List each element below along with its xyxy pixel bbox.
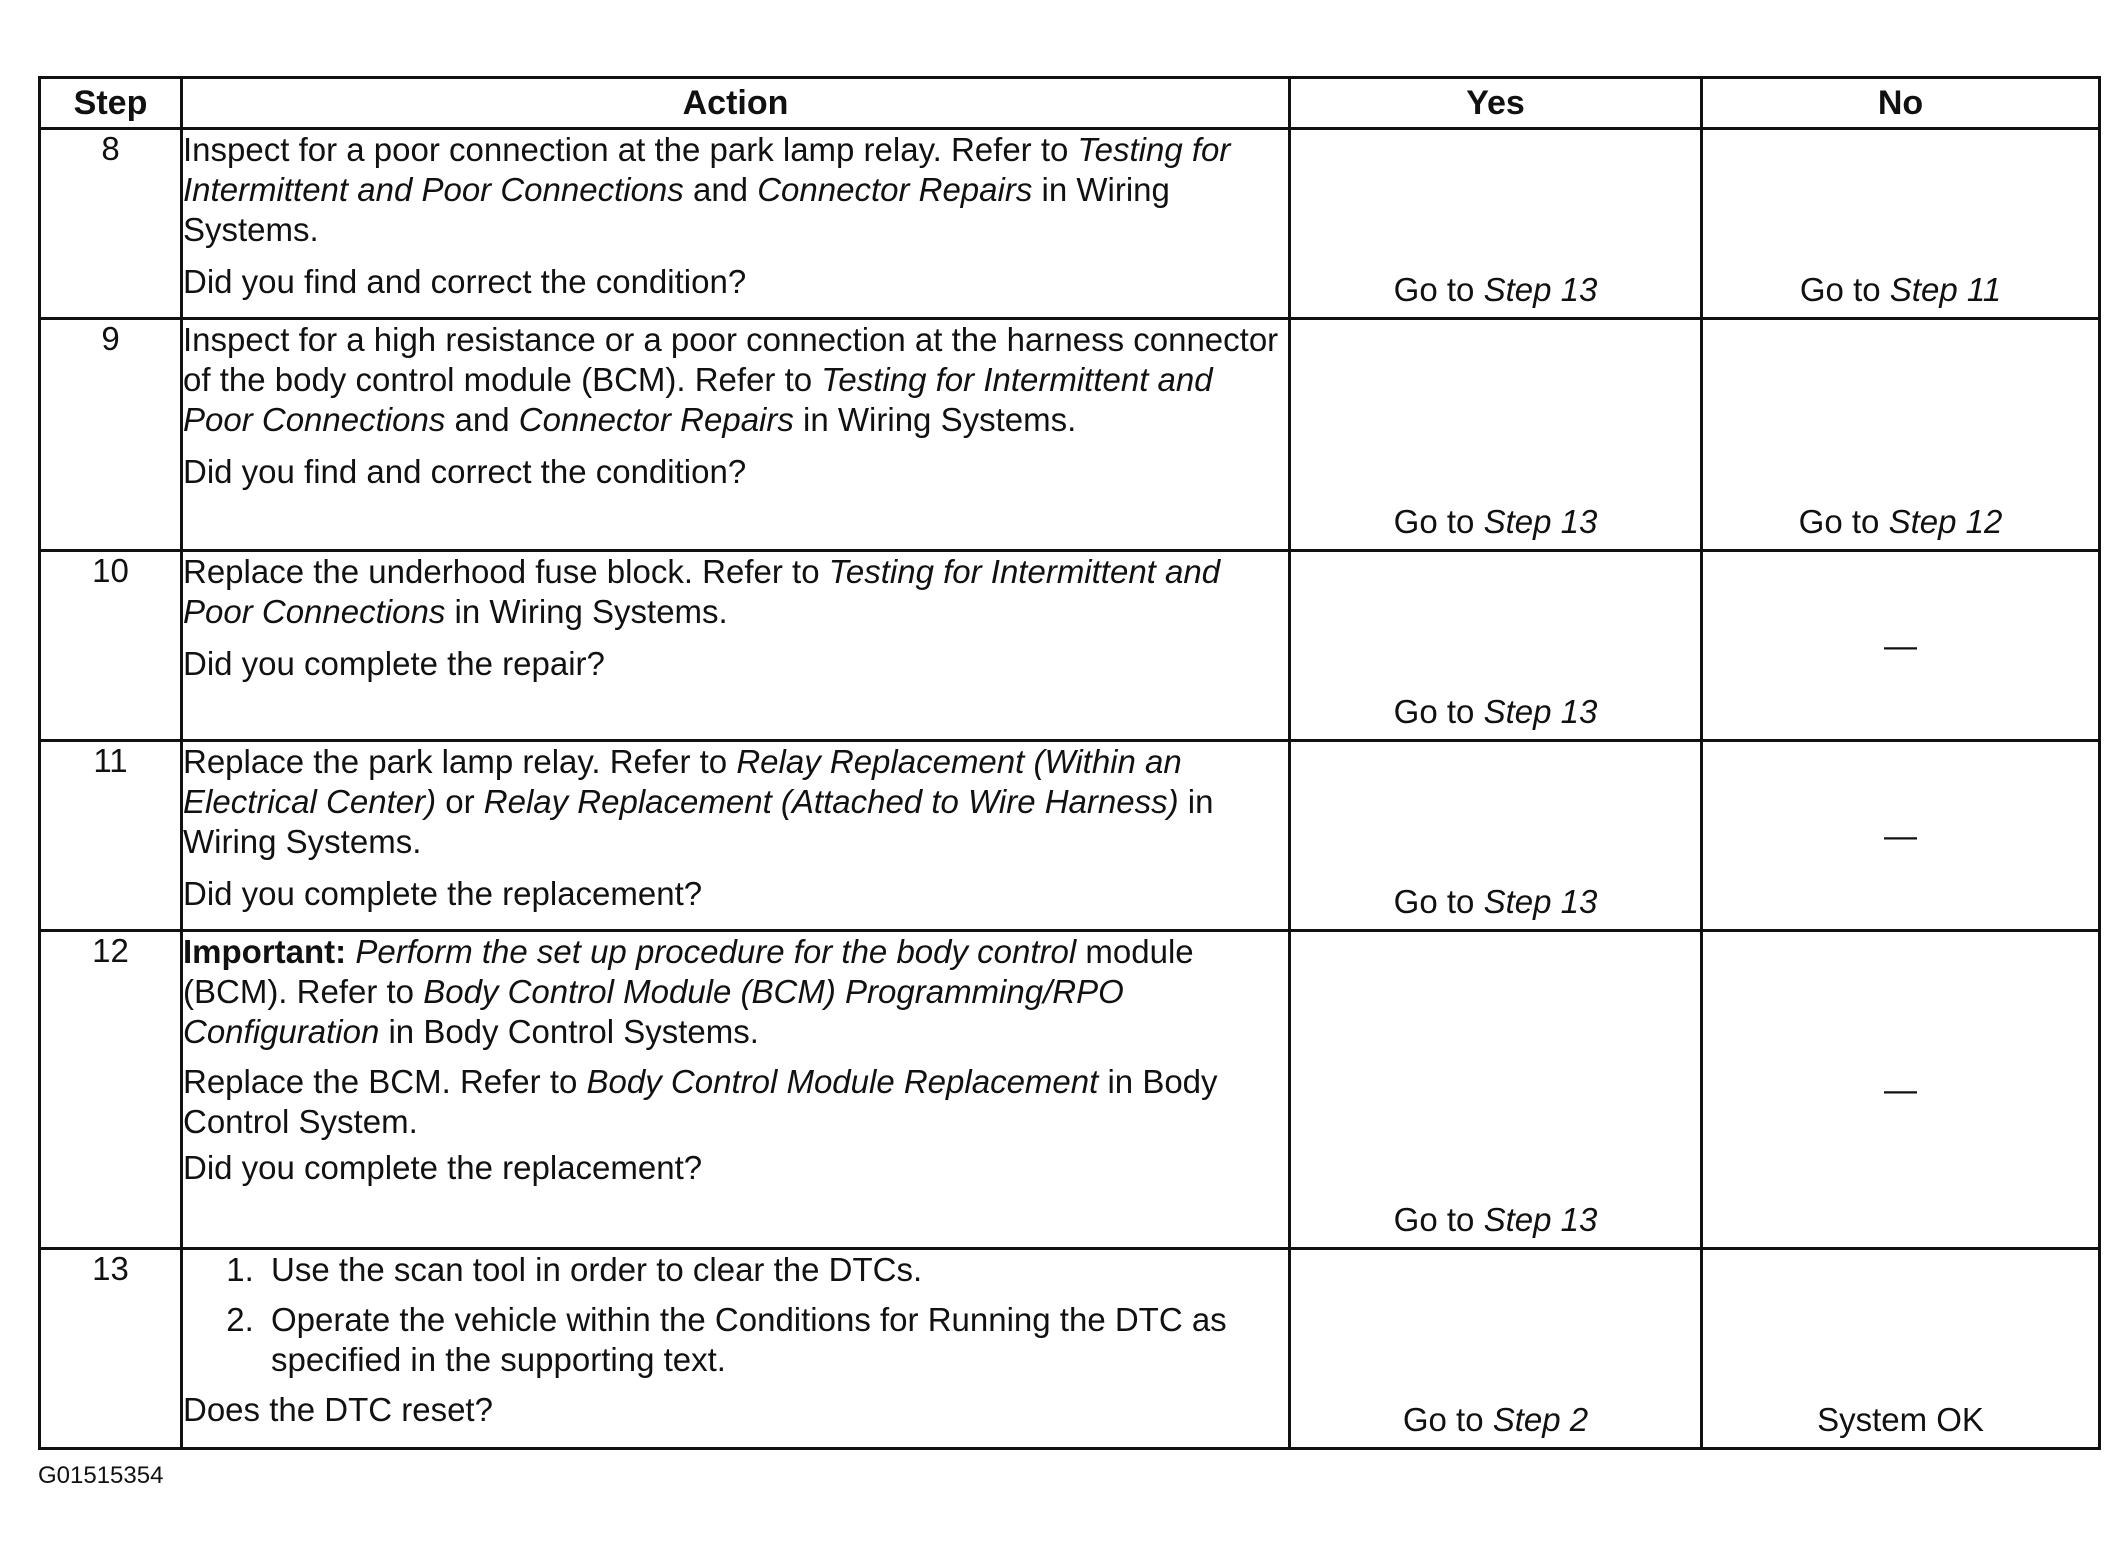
action-text: [183, 320, 1288, 440]
yes-cell: [1290, 129, 1702, 319]
step-number: 8: [40, 129, 182, 319]
text-run: Inspect for a high resistance or a poor connection at the harness connector of the body control module (BCM). Refer to: [183, 321, 1279, 398]
step-number: 13: [40, 1249, 182, 1449]
italic-run: Relay Replacement (Within an Electrical Center): [183, 743, 1182, 820]
italic-run: Perform the set up procedure for the body control: [355, 933, 1077, 970]
yes-goto: Go to Step 2: [1402, 1401, 1589, 1438]
action-cell: [182, 551, 1290, 741]
step-number: 10: [40, 551, 182, 741]
yes-cell: [1290, 551, 1702, 741]
bold-run: Important:: [183, 933, 347, 970]
action-question: Did you complete the repair?: [183, 645, 605, 682]
text-run: [346, 933, 355, 970]
text-run: Replace the park lamp relay. Refer to: [183, 743, 737, 780]
step-row: [40, 551, 2100, 741]
step-number: 11: [40, 741, 182, 931]
no-cell: [1702, 931, 2100, 1249]
header-row: [40, 78, 2100, 129]
step-row: [40, 931, 2100, 1249]
yes-goto: Go to Step 13: [1393, 271, 1598, 308]
action-question: Does the DTC reset?: [183, 1391, 493, 1428]
action-list-item: 1. Use the scan tool in order to clear the DTCs.: [263, 1250, 1288, 1290]
italic-run: Connector Repairs: [518, 401, 794, 438]
no-goto: Go to Step 11: [1799, 271, 2002, 308]
step-row: [40, 741, 2100, 931]
action-cell: [182, 129, 1290, 319]
yes-goto: Go to Step 13: [1393, 693, 1598, 730]
text-run: Replace the BCM. Refer to: [183, 1063, 587, 1100]
action-question: Did you find and correct the condition?: [183, 263, 747, 300]
step-row: [40, 319, 2100, 551]
text-run: and: [445, 401, 519, 438]
yes-goto: Go to Step 13: [1393, 1201, 1598, 1238]
step-number: 9: [40, 319, 182, 551]
text-run: in Wiring Systems.: [793, 401, 1077, 438]
header-action: Action: [182, 78, 1290, 129]
action-question: Did you find and correct the condition?: [183, 453, 747, 490]
text-run: Replace the underhood fuse block. Refer to: [183, 553, 829, 590]
italic-run: Body Control Module Replacement: [586, 1063, 1099, 1100]
text-run: in Wiring Systems.: [183, 783, 1214, 860]
action-cell: [182, 931, 1290, 1249]
action-cell: [182, 741, 1290, 931]
italic-run: Relay Replacement (Attached to Wire Harness): [483, 783, 1179, 820]
action-text: [183, 552, 1288, 632]
no-cell: [1702, 741, 2100, 931]
action-text: [183, 742, 1288, 862]
yes-goto: Go to Step 13: [1393, 883, 1598, 920]
italic-run: Body Control Module (BCM) Programming/RPO Configuration: [183, 973, 1124, 1050]
action-question: Did you complete the replacement?: [183, 875, 703, 912]
yes-cell: [1290, 741, 1702, 931]
action-cell: [182, 319, 1290, 551]
text-run: in Body Control System.: [183, 1063, 1218, 1140]
italic-run: Testing for Intermittent and Poor Connections: [183, 131, 1231, 208]
yes-goto: Go to Step 13: [1393, 503, 1598, 540]
text-run: Inspect for a poor connection at the park lamp relay. Refer to: [183, 131, 1078, 168]
action-text: [183, 130, 1288, 250]
text-run: or: [436, 783, 484, 820]
yes-cell: [1290, 319, 1702, 551]
action-cell: [182, 1249, 1290, 1449]
text-run: in Wiring Systems.: [183, 171, 1170, 248]
diagnostic-table: [38, 76, 2101, 1450]
step-row: [40, 1249, 2100, 1449]
no-cell: [1702, 129, 2100, 319]
action-list-item: 2. Operate the vehicle within the Conditions for Running the DTC as specified in the supporting text.: [263, 1300, 1288, 1380]
step-number: 12: [40, 931, 182, 1249]
italic-run: Connector Repairs: [757, 171, 1033, 208]
no-goto: Go to Step 12: [1798, 503, 2003, 540]
action-important-text: [183, 932, 1288, 1052]
text-run: module (BCM). Refer to: [183, 933, 1194, 1010]
no-cell: [1702, 319, 2100, 551]
italic-run: Testing for Intermittent and Poor Connections: [183, 553, 1221, 630]
action-list: [183, 1250, 1288, 1380]
no-dash: —: [1884, 816, 1917, 854]
no-result: System OK: [1817, 1401, 1984, 1438]
yes-cell: [1290, 931, 1702, 1249]
italic-run: Testing for Intermittent and Poor Connections: [183, 361, 1213, 438]
yes-cell: [1290, 1249, 1702, 1449]
no-dash: —: [1884, 626, 1917, 664]
step-row: [40, 129, 2100, 319]
no-cell: [1702, 551, 2100, 741]
text-run: in Wiring Systems.: [445, 593, 728, 630]
no-cell: [1702, 1249, 2100, 1449]
header-step: Step: [40, 78, 182, 129]
no-dash: —: [1884, 1070, 1917, 1108]
action-text: [183, 1062, 1288, 1142]
figure-code: G01515354: [38, 1462, 164, 1489]
action-question: Did you complete the replacement?: [183, 1149, 703, 1186]
text-run: and: [683, 171, 758, 208]
header-yes: Yes: [1290, 78, 1702, 129]
header-no: No: [1702, 78, 2100, 129]
text-run: in Body Control Systems.: [379, 1013, 759, 1050]
